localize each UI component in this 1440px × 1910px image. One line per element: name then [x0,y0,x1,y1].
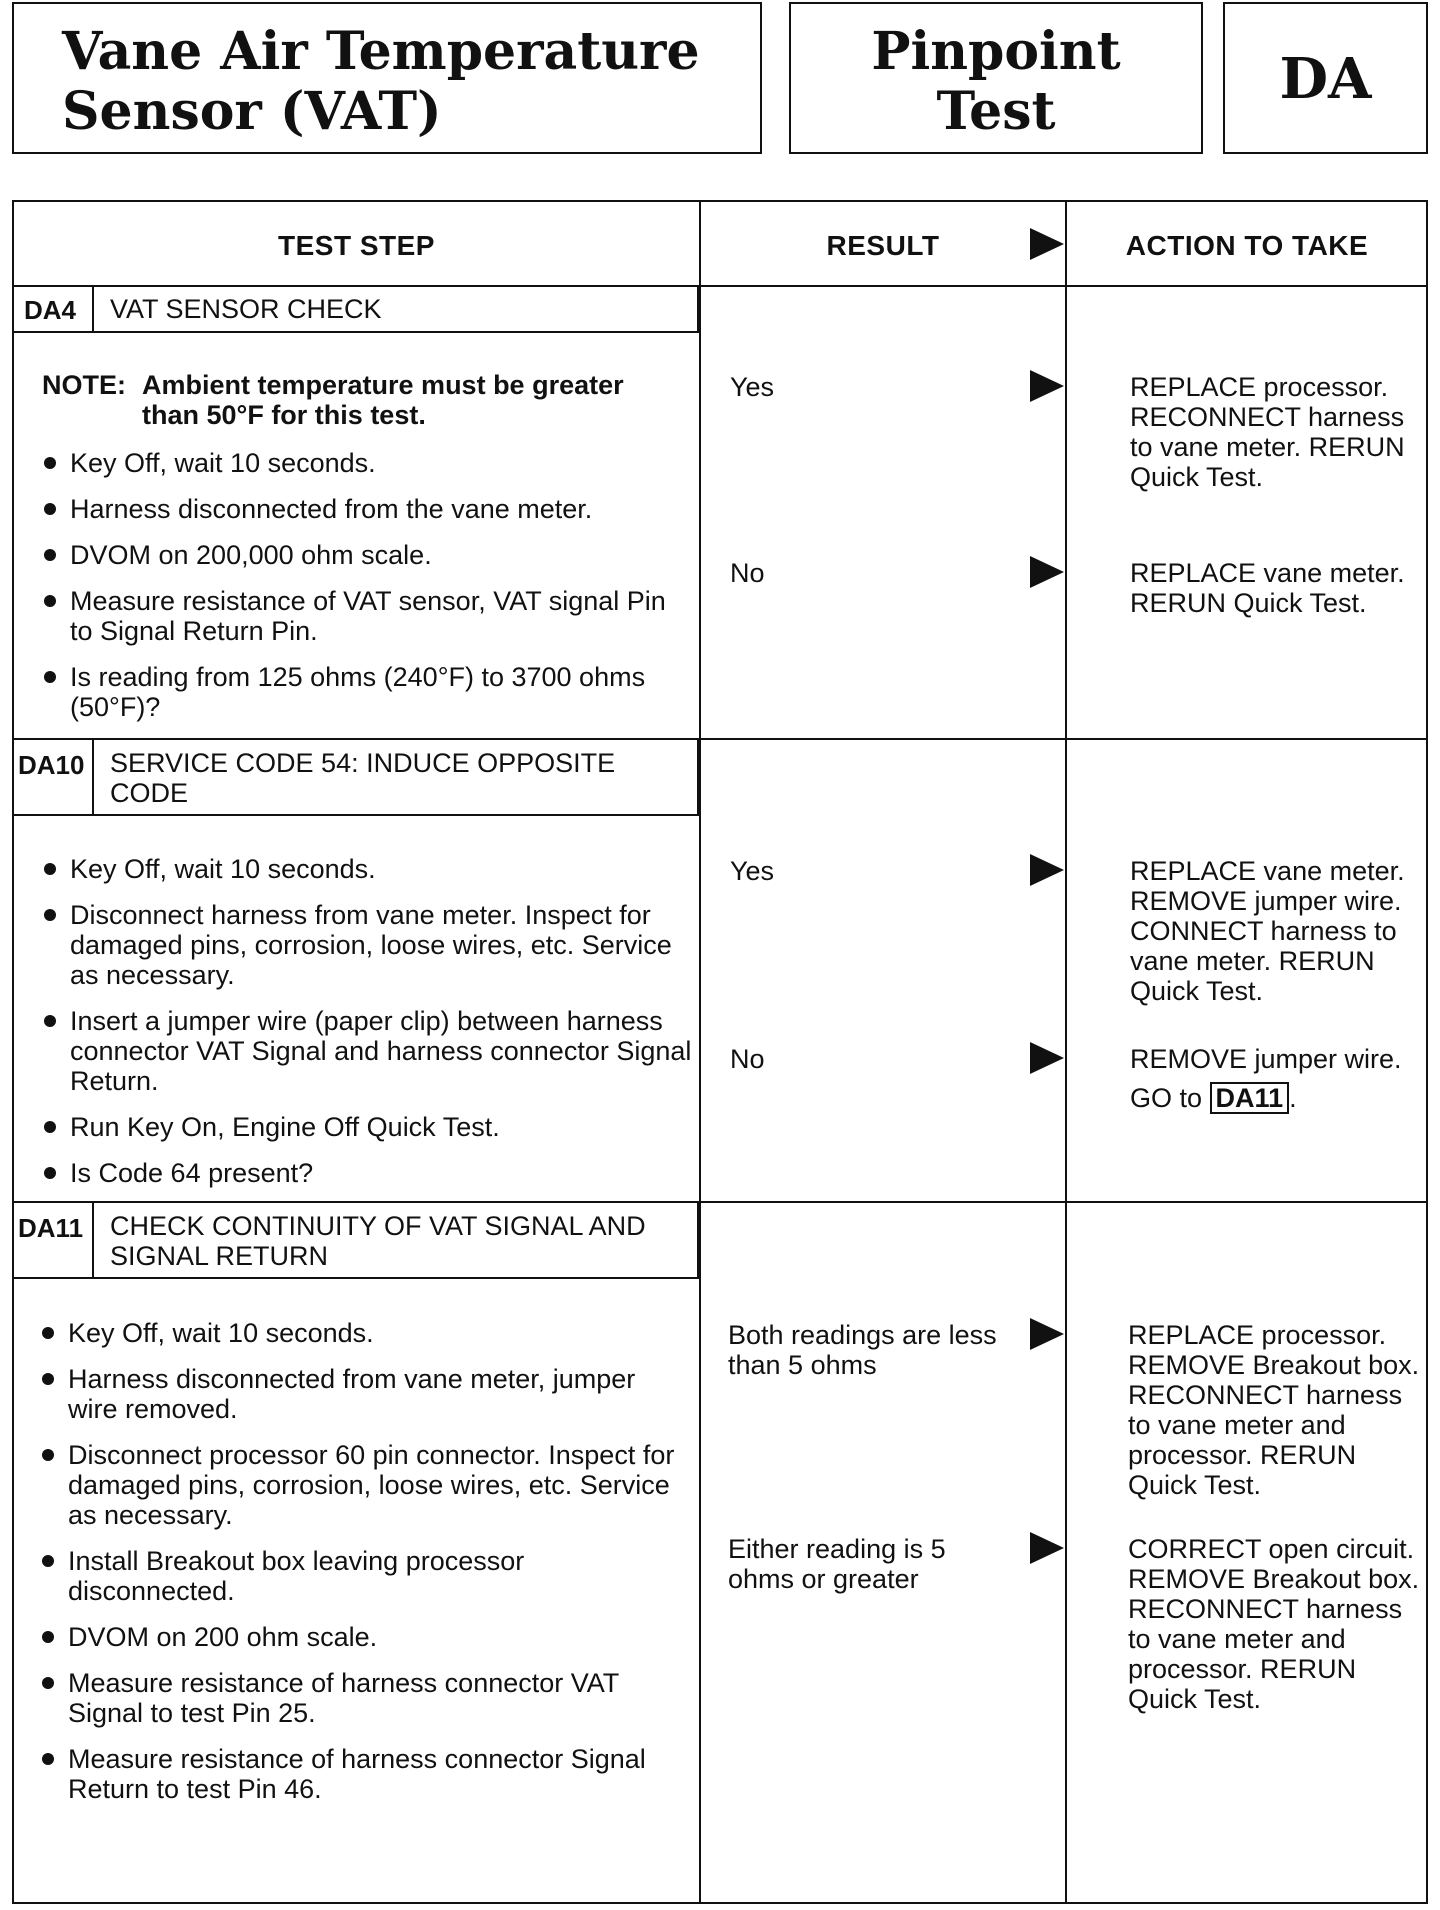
title-line-2: Sensor (VAT) [62,81,442,142]
list-item: Harness disconnected from vane meter, jumper wire removed. [40,1364,690,1424]
list-item: Install Breakout box leaving processor disconnected. [40,1546,690,1606]
list-item: Disconnect harness from vane meter. Inspect for damaged pins, corrosion, loose wires, etc. Service as necessary. [42,900,692,990]
column-header-test-step: TEST STEP [278,230,435,261]
action-text: REPLACE processor. RECONNECT harness to vane meter. RERUN Quick Test. [1130,372,1405,492]
column-header-result: RESULT [826,230,940,261]
step-bullets [42,854,692,1188]
action-text: REPLACE vane meter. REMOVE jumper wire. CONNECT harness to vane meter. RERUN Quick Test. [1130,856,1405,1006]
step-body-da10 [42,854,692,1204]
step-id: DA11 [18,1213,84,1243]
step-id: DA10 [18,750,85,780]
test-type-line-1: Pinpoint [871,21,1121,82]
step-id-separator [92,740,94,816]
action-text: REPLACE vane meter. RERUN Quick Test. [1130,558,1405,618]
arrow-icon [1030,1042,1064,1074]
note [42,370,692,430]
list-item: Key Off, wait 10 seconds. [40,1318,690,1348]
arrow-icon [1030,370,1064,402]
test-type-line-2: Test [936,81,1056,142]
goto-step-link[interactable]: DA11 [1210,1082,1290,1114]
arrow-icon [1030,1532,1064,1564]
list-item: Is Code 64 present? [42,1158,692,1188]
step-title: SERVICE CODE 54: INDUCE OPPOSITE CODE [110,748,616,808]
arrow-icon [1030,556,1064,588]
note-label: NOTE: [42,370,126,400]
goto-suffix: . [1289,1083,1297,1113]
column-divider-1 [699,202,701,1902]
result-label: Both readings are less than 5 ohms [728,1320,997,1380]
list-item: DVOM on 200,000 ohm scale. [42,540,692,570]
list-item: Run Key On, Engine Off Quick Test. [42,1112,692,1142]
step-id-separator [92,1203,94,1279]
action-text [1130,1044,1420,1114]
header-arrow-icon [1030,228,1064,260]
list-item: Measure resistance of harness connector VAT Signal to test Pin 25. [40,1668,690,1728]
list-item: Key Off, wait 10 seconds. [42,448,692,478]
result-label: No [730,558,765,588]
action-text: CORRECT open circuit. REMOVE Breakout box. RECONNECT harness to vane meter and processor. RERUN Quick Test. [1128,1534,1420,1714]
arrow-icon [1030,1318,1064,1350]
result-label: No [730,1044,765,1074]
page-title [12,2,762,154]
list-item: Key Off, wait 10 seconds. [42,854,692,884]
test-code: DA [1223,2,1428,154]
list-item: Disconnect processor 60 pin connector. Inspect for damaged pins, corrosion, loose wires, etc. Service as necessary. [40,1440,690,1530]
step-title: VAT SENSOR CHECK [110,294,382,324]
list-item: Insert a jumper wire (paper clip) between harness connector VAT Signal and harness connector Signal Return. [42,1006,692,1096]
step-body-da4 [42,370,692,738]
column-divider-2 [1065,202,1067,1902]
result-label: Yes [730,372,775,402]
list-item: Measure resistance of harness connector Signal Return to test Pin 46. [40,1744,690,1804]
result-label: Either reading is 5 ohms or greater [728,1534,946,1594]
list-item: Harness disconnected from the vane meter. [42,494,692,524]
test-type-label [789,2,1203,154]
step-id-separator [92,287,94,333]
action-text: REPLACE processor. REMOVE Breakout box. RECONNECT harness to vane meter and processor. RERUN Quick Test. [1128,1320,1420,1500]
goto-line [1130,1082,1420,1114]
column-header-action: ACTION TO TAKE [1125,230,1369,261]
step-id: DA4 [24,295,77,325]
list-item: Measure resistance of VAT sensor, VAT signal Pin to Signal Return Pin. [42,586,692,646]
step-bullets [40,1318,690,1804]
list-item: Is reading from 125 ohms (240°F) to 3700 ohms (50°F)? [42,662,692,722]
title-line-1: Vane Air Temperature [62,21,700,82]
note-text: Ambient temperature must be greater than 50°F for this test. [142,370,624,430]
list-item: DVOM on 200 ohm scale. [40,1622,690,1652]
pinpoint-test-table [12,200,1428,1904]
step-bullets [42,448,692,722]
action-line: REMOVE jumper wire. [1130,1044,1402,1074]
step-body-da11 [40,1318,690,1820]
result-label: Yes [730,856,775,886]
arrow-icon [1030,854,1064,886]
goto-prefix: GO to [1130,1083,1203,1113]
step-title: CHECK CONTINUITY OF VAT SIGNAL AND SIGNAL RETURN [110,1211,646,1271]
